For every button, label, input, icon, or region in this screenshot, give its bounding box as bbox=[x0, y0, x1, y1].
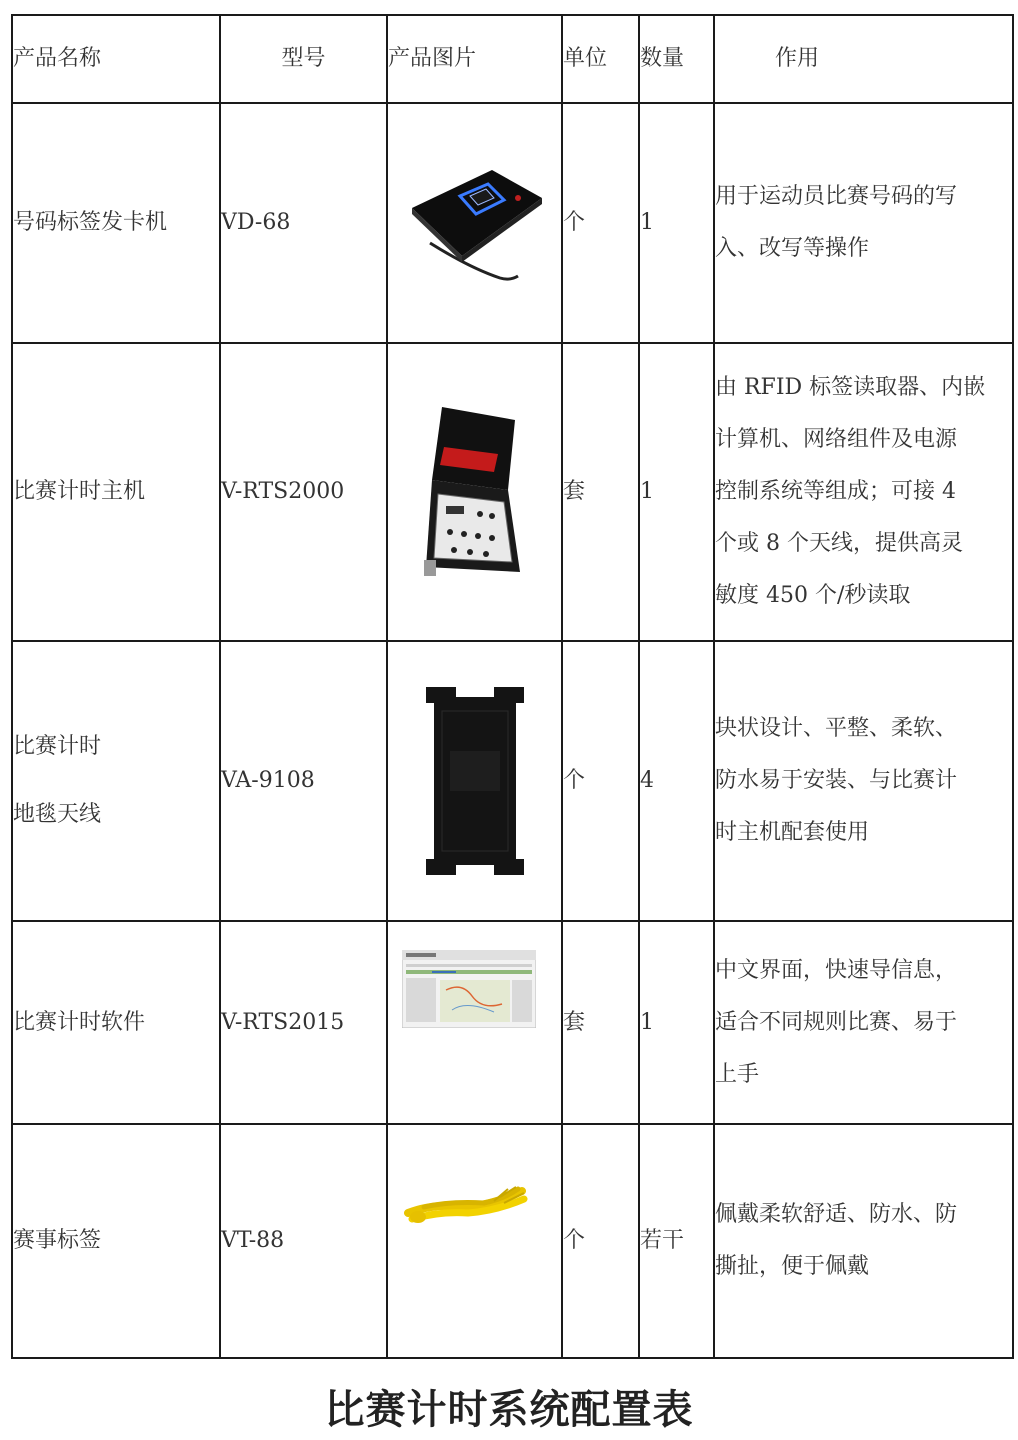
product-qty: 若干 bbox=[639, 1124, 714, 1358]
function-line: 由 RFID 标签读取器、内嵌 bbox=[715, 375, 986, 400]
product-unit: 个 bbox=[562, 1124, 639, 1358]
product-name-line: 比赛计时 bbox=[13, 734, 102, 759]
timing-host-case-image bbox=[420, 402, 530, 582]
race-tags-bundle-image bbox=[404, 1185, 528, 1231]
table-caption: 比赛计时系统配置表 bbox=[324, 1387, 694, 1433]
product-model: VT-88 bbox=[220, 1124, 387, 1358]
header-model: 型号 bbox=[220, 15, 387, 103]
product-model: VD-68 bbox=[220, 103, 387, 343]
product-function bbox=[714, 921, 1013, 1124]
product-name-line: 地毯天线 bbox=[13, 802, 102, 827]
config-table bbox=[11, 14, 1014, 1359]
product-unit: 套 bbox=[562, 343, 639, 641]
function-line: 撕扯，便于佩戴 bbox=[715, 1254, 870, 1279]
header-image: 产品图片 bbox=[387, 15, 562, 103]
function-line: 中文界面，快速导信息， bbox=[715, 957, 958, 983]
product-name bbox=[12, 103, 220, 343]
function-line: 敏度 450 个/秒读取 bbox=[715, 583, 911, 608]
function-line: 控制系统等组成；可接 4 bbox=[715, 479, 956, 504]
product-qty: 1 bbox=[639, 103, 714, 343]
table-row bbox=[12, 641, 1013, 921]
product-image-cell bbox=[387, 921, 562, 1124]
product-unit: 个 bbox=[562, 641, 639, 921]
header-row bbox=[12, 15, 1013, 103]
function-line: 计算机、网络组件及电源 bbox=[715, 427, 958, 452]
function-line: 用于运动员比赛号码的写 bbox=[715, 184, 958, 209]
product-unit: 套 bbox=[562, 921, 639, 1124]
product-name-line: 赛事标签 bbox=[13, 1228, 102, 1253]
table-row bbox=[12, 1124, 1013, 1358]
product-function bbox=[714, 103, 1013, 343]
product-name-line: 比赛计时主机 bbox=[13, 479, 146, 504]
product-model: V-RTS2015 bbox=[220, 921, 387, 1124]
product-image-cell bbox=[387, 1124, 562, 1358]
product-name-line: 比赛计时软件 bbox=[13, 1009, 146, 1035]
function-line: 时主机配套使用 bbox=[715, 820, 870, 845]
product-image-cell bbox=[387, 343, 562, 641]
header-qty: 数量 bbox=[639, 15, 714, 103]
timing-software-screenshot-image bbox=[402, 950, 536, 1028]
product-qty: 1 bbox=[639, 921, 714, 1124]
header-unit: 单位 bbox=[562, 15, 639, 103]
function-line: 个或 8 个天线，提供高灵 bbox=[715, 531, 963, 556]
product-qty: 1 bbox=[639, 343, 714, 641]
table-row bbox=[12, 921, 1013, 1124]
function-line: 块状设计、平整、柔软、 bbox=[715, 716, 958, 741]
function-line: 入、改写等操作 bbox=[715, 236, 870, 261]
function-line: 适合不同规则比赛、易于 bbox=[715, 1009, 958, 1035]
function-line: 佩戴柔软舒适、防水、防 bbox=[715, 1202, 958, 1227]
header-name: 产品名称 bbox=[12, 15, 220, 103]
function-line: 上手 bbox=[715, 1061, 760, 1087]
product-function bbox=[714, 1124, 1013, 1358]
product-unit: 个 bbox=[562, 103, 639, 343]
product-model: V-RTS2000 bbox=[220, 343, 387, 641]
product-name-line: 号码标签发卡机 bbox=[13, 210, 168, 235]
product-model: VA-9108 bbox=[220, 641, 387, 921]
floor-mat-antenna-image bbox=[420, 681, 530, 881]
product-qty: 4 bbox=[639, 641, 714, 921]
card-issuer-device-image bbox=[400, 158, 550, 288]
product-name bbox=[12, 921, 220, 1124]
product-image-cell bbox=[387, 641, 562, 921]
product-image-cell bbox=[387, 103, 562, 343]
product-name bbox=[12, 1124, 220, 1358]
header-function: 作用 bbox=[714, 15, 1013, 103]
product-name bbox=[12, 343, 220, 641]
product-name bbox=[12, 641, 220, 921]
product-function bbox=[714, 343, 1013, 641]
table-row bbox=[12, 343, 1013, 641]
product-function bbox=[714, 641, 1013, 921]
function-line: 防水易于安装、与比赛计 bbox=[715, 768, 958, 793]
table-row bbox=[12, 103, 1013, 343]
